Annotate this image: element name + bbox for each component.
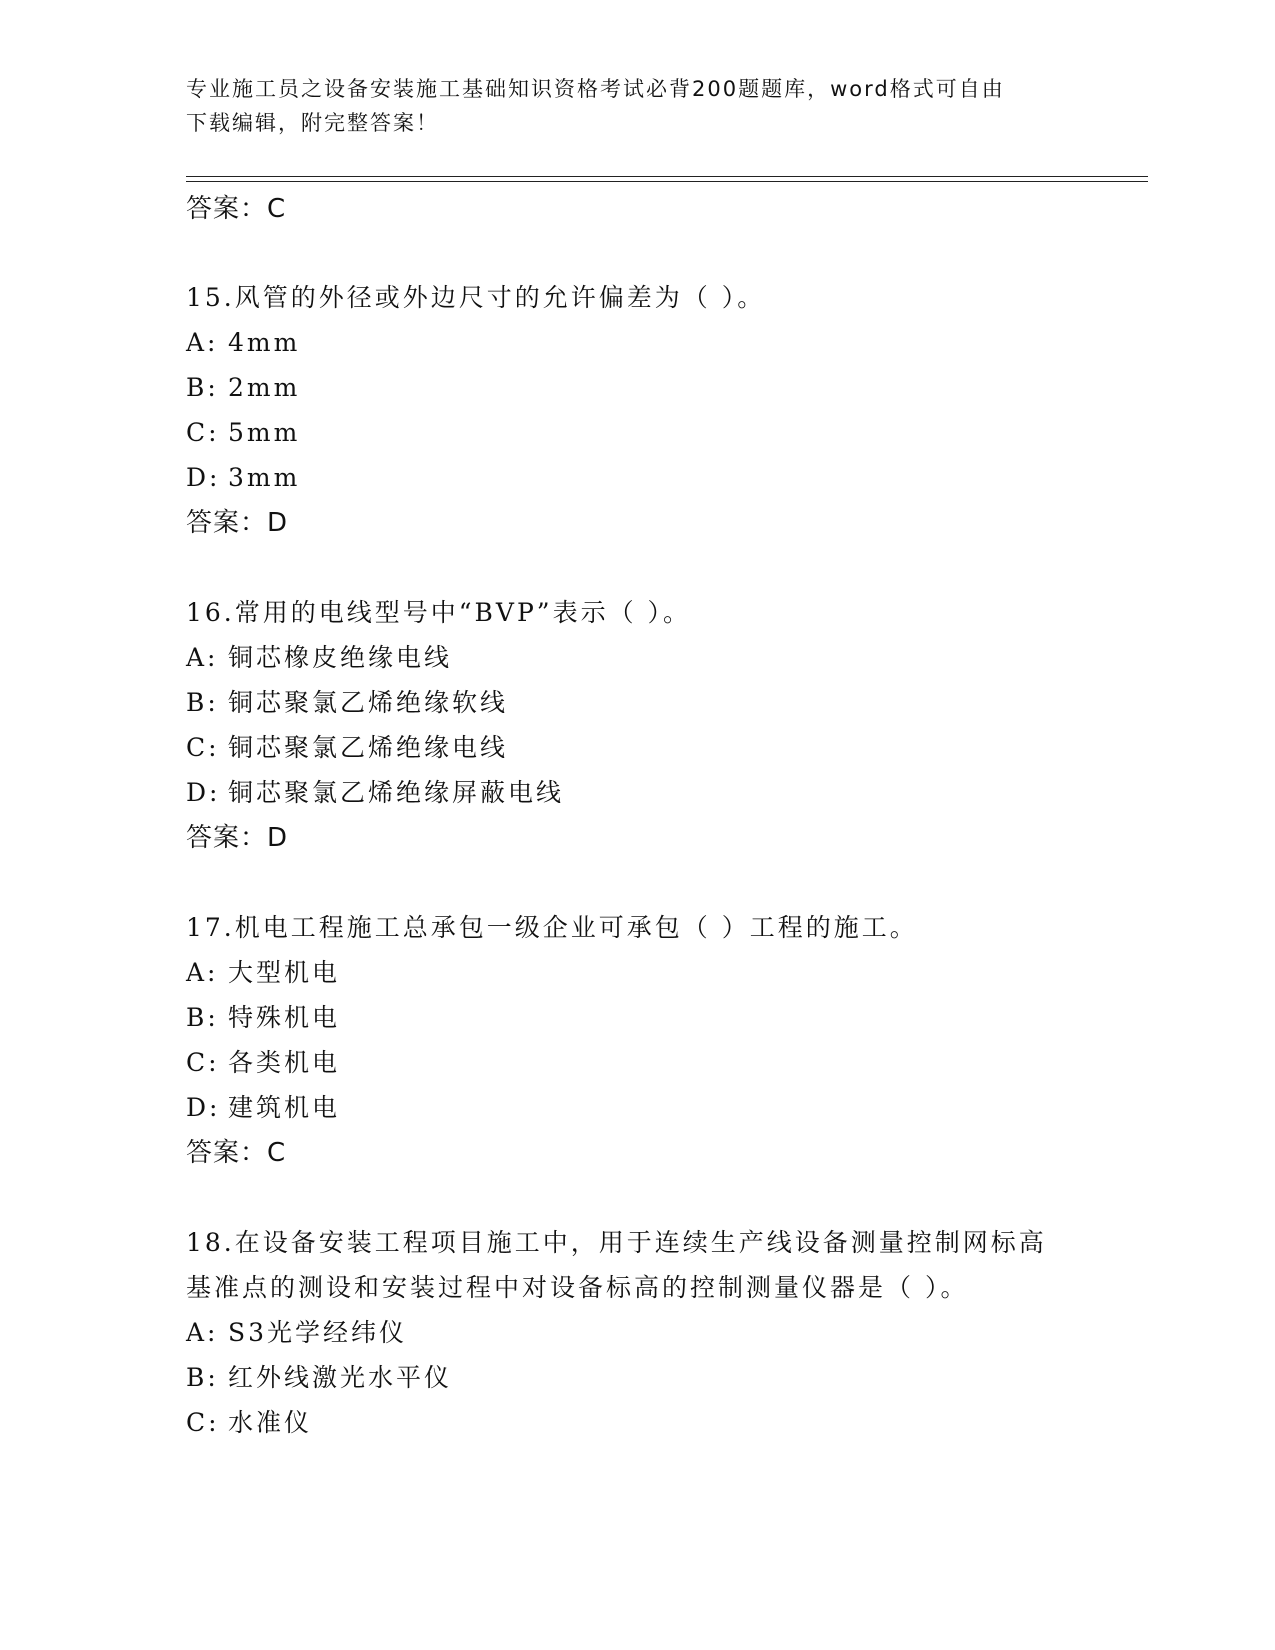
answer-17: 答案：C bbox=[186, 1138, 287, 1168]
option-c: C: 各类机电 bbox=[186, 1048, 341, 1077]
option-a: A: 4mm bbox=[186, 328, 301, 357]
option-d: D: 3mm bbox=[186, 463, 301, 492]
option-b: B: 2mm bbox=[186, 373, 301, 402]
header-divider-bottom bbox=[186, 181, 1148, 182]
option-b: B: 特殊机电 bbox=[186, 1003, 341, 1032]
document-header bbox=[186, 72, 1086, 140]
header-line-2: 下载编辑，附完整答案！ bbox=[186, 111, 439, 135]
option-c: C: 铜芯聚氯乙烯绝缘电线 bbox=[186, 733, 509, 762]
option-a: A: 铜芯橡皮绝缘电线 bbox=[186, 643, 453, 672]
answer-16: 答案：D bbox=[186, 823, 289, 853]
header-line-1: 专业施工员之设备安装施工基础知识资格考试必背200题题库，word格式可自由 bbox=[186, 77, 1005, 101]
option-d: D: 铜芯聚氯乙烯绝缘屏蔽电线 bbox=[186, 778, 565, 807]
answer-15: 答案：D bbox=[186, 508, 289, 538]
question-18 bbox=[186, 1220, 1086, 1445]
question-16 bbox=[186, 590, 1086, 815]
question-text: 16.常用的电线型号中“BVP”表示（ ）。 bbox=[186, 598, 692, 627]
header-divider-top bbox=[186, 176, 1148, 177]
option-b: B: 红外线激光水平仪 bbox=[186, 1363, 453, 1392]
question-15 bbox=[186, 275, 1086, 500]
question-text: 15.风管的外径或外边尺寸的允许偏差为（ ）。 bbox=[186, 283, 766, 312]
option-c: C: 水准仪 bbox=[186, 1408, 313, 1437]
question-text-line-2: 基准点的测设和安装过程中对设备标高的控制测量仪器是（ ）。 bbox=[186, 1273, 969, 1302]
option-c: C: 5mm bbox=[186, 418, 301, 447]
option-a: A: 大型机电 bbox=[186, 958, 341, 987]
question-text: 17.机电工程施工总承包一级企业可承包（ ）工程的施工。 bbox=[186, 913, 918, 942]
question-17 bbox=[186, 905, 1086, 1130]
option-d: D: 建筑机电 bbox=[186, 1093, 341, 1122]
previous-answer: 答案：C bbox=[186, 194, 287, 224]
option-a: A: S3光学经纬仪 bbox=[186, 1318, 408, 1347]
option-b: B: 铜芯聚氯乙烯绝缘软线 bbox=[186, 688, 509, 717]
question-text-line-1: 18.在设备安装工程项目施工中，用于连续生产线设备测量控制网标高 bbox=[186, 1228, 1047, 1257]
